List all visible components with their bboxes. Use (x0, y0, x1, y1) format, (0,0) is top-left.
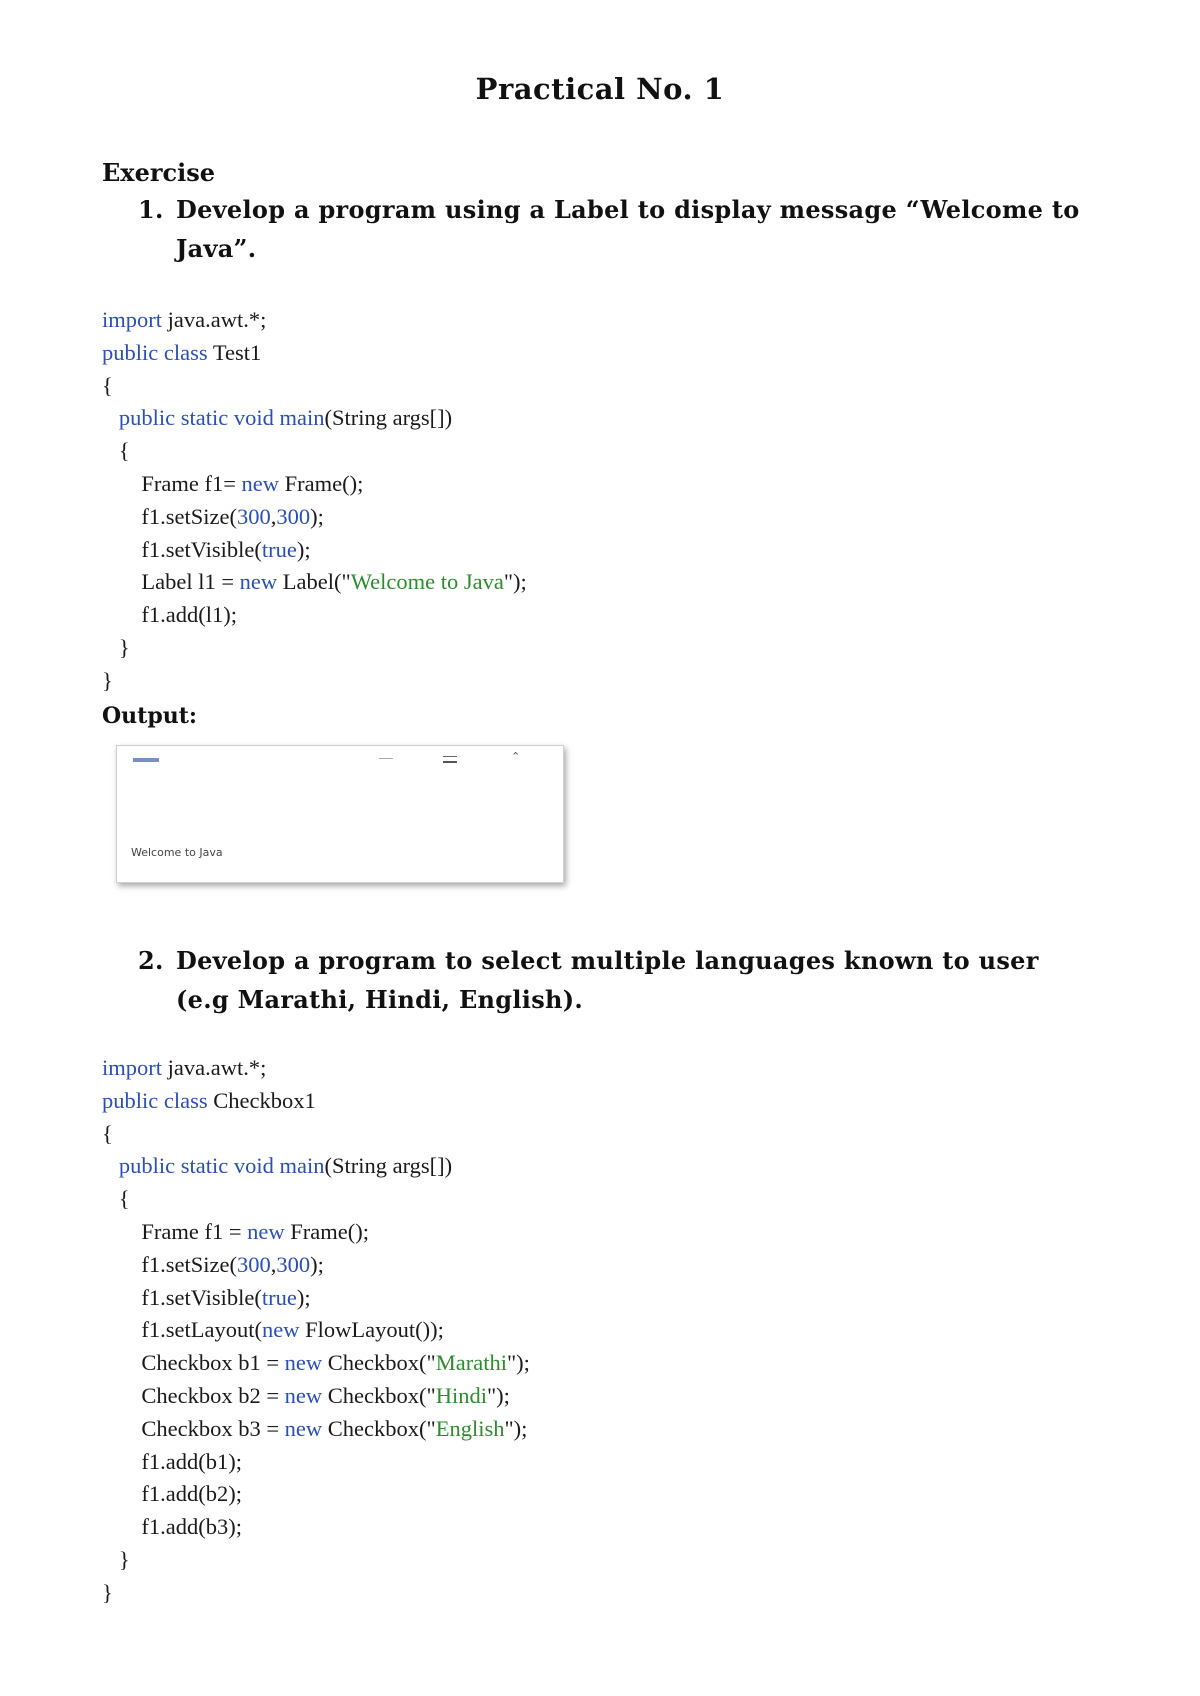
code-line (102, 1052, 530, 1085)
code-token: "); (504, 1415, 528, 1441)
code-token: Test1 (207, 339, 262, 365)
code-token: ); (310, 1251, 324, 1277)
code-token: Frame f1 = (102, 1218, 248, 1244)
code-token: new (261, 1317, 300, 1343)
code-token (102, 1153, 119, 1178)
code-line (102, 1511, 530, 1544)
code-token: Hindi (435, 1382, 487, 1408)
code-token: (String args[]) (324, 405, 453, 431)
code-token: Checkbox(" (322, 1415, 436, 1441)
code-line (102, 370, 527, 403)
code-token: public static void main (118, 1153, 325, 1179)
code-token: f1.add(b2); (102, 1481, 242, 1507)
minimize-icon (379, 758, 393, 759)
code-token: import (102, 307, 162, 332)
code-token: Checkbox b3 = (102, 1415, 285, 1441)
code-token: f1.add(l1); (102, 602, 237, 628)
exercise-heading: Exercise (102, 158, 216, 187)
code-line (102, 1380, 530, 1413)
code-line (102, 1347, 530, 1380)
code-token: Checkbox(" (322, 1382, 436, 1408)
code-token: f1.setLayout( (102, 1317, 262, 1343)
code-token: 300 (236, 503, 271, 529)
code-line (102, 1413, 530, 1446)
code-token: java.awt.*; (162, 1055, 267, 1080)
code-token: Welcome to Java (350, 569, 504, 595)
question-1-text: Develop a program using a Label to display message “Welcome to Java”. (176, 195, 1080, 263)
code-token: new (247, 1218, 285, 1244)
code-token: 300 (276, 1251, 311, 1277)
code-token: Marathi (435, 1350, 507, 1376)
code-line (102, 1314, 530, 1347)
code-token: ); (296, 1284, 311, 1310)
question-1 (138, 190, 1098, 268)
code-line (102, 566, 527, 599)
code-token: f1.setVisible( (102, 536, 262, 562)
code-token: 300 (276, 503, 311, 529)
code-token: { (102, 1120, 113, 1146)
code-line (102, 1446, 530, 1479)
code-token: Frame f1= (102, 470, 242, 496)
question-2-number: 2. (138, 946, 164, 975)
code-line (102, 1150, 530, 1183)
code-token: , (270, 1251, 277, 1277)
code-token: Checkbox(" (322, 1350, 436, 1376)
output-window-screenshot (116, 745, 564, 883)
code-token: true (261, 1284, 297, 1310)
code-token: Label(" (277, 569, 351, 595)
code-token: English (435, 1415, 505, 1441)
code-token: new (284, 1382, 323, 1408)
question-2-text: Develop a program to select multiple languages known to user (e.g Marathi, Hindi, English). (176, 946, 1039, 1014)
code-token: "); (503, 569, 527, 595)
code-token: f1.add(b3); (102, 1514, 242, 1540)
code-token: f1.add(b1); (102, 1448, 242, 1474)
code-token: Checkbox b1 = (102, 1350, 285, 1376)
code-line (102, 1085, 530, 1118)
code-token: f1.setVisible( (102, 1284, 262, 1310)
code-token: (String args[]) (324, 1153, 453, 1179)
code-line (102, 1577, 530, 1610)
code-token: Checkbox1 (207, 1087, 316, 1113)
code-line (102, 1544, 530, 1577)
code-token (102, 405, 119, 430)
code-token: "); (486, 1382, 510, 1408)
code-line (102, 665, 527, 698)
code-token: } (102, 1579, 113, 1605)
code-token: java.awt.*; (162, 307, 267, 332)
code-token: Frame(); (279, 470, 364, 496)
code-token: 300 (236, 1251, 271, 1277)
code-line (102, 1216, 530, 1249)
code-token: new (284, 1415, 323, 1441)
code-token: public static void main (118, 405, 325, 431)
code-token: } (102, 667, 113, 693)
code-token: { (102, 438, 130, 464)
code-token: f1.setSize( (102, 503, 237, 529)
code-line (102, 1118, 530, 1151)
code-token: public class (102, 1087, 208, 1113)
code-token: { (102, 1186, 130, 1212)
code-token: FlowLayout()); (299, 1317, 444, 1343)
code-line (102, 534, 527, 567)
code-token: new (284, 1350, 323, 1376)
code-token: } (102, 634, 130, 660)
window-label: Welcome to Java (131, 846, 223, 859)
code-token: Label l1 = (102, 569, 240, 595)
code-token: import (102, 1055, 162, 1080)
code-line (102, 1478, 530, 1511)
code-line (102, 402, 527, 435)
code-token: "); (506, 1350, 530, 1376)
code-token: new (239, 569, 278, 595)
code-line (102, 632, 527, 665)
code-token: new (241, 470, 280, 496)
page-title: Practical No. 1 (475, 72, 725, 106)
code-token: Checkbox b2 = (102, 1382, 285, 1408)
code-token: Frame(); (284, 1218, 370, 1244)
code-token: { (102, 372, 113, 398)
question-2 (138, 941, 1098, 1019)
code-token: public class (102, 339, 208, 365)
code-token: , (270, 503, 277, 529)
code-block-2 (102, 1052, 530, 1610)
code-line (102, 1183, 530, 1216)
window-title-bar-text (133, 758, 159, 762)
code-token: true (261, 536, 297, 562)
maximize-icon (443, 756, 457, 763)
code-line (102, 304, 527, 337)
code-token: ); (296, 536, 311, 562)
question-1-number: 1. (138, 195, 164, 224)
code-line (102, 435, 527, 468)
code-token: ); (310, 503, 324, 529)
output-label: Output: (102, 703, 197, 729)
code-line (102, 501, 527, 534)
code-block-1 (102, 304, 527, 698)
code-token: f1.setSize( (102, 1251, 237, 1277)
code-line (102, 599, 527, 632)
code-line (102, 1282, 530, 1315)
code-token: } (102, 1546, 130, 1572)
code-line (102, 1249, 530, 1282)
close-icon: ⌃ (511, 750, 521, 763)
code-line (102, 337, 527, 370)
code-line (102, 468, 527, 501)
